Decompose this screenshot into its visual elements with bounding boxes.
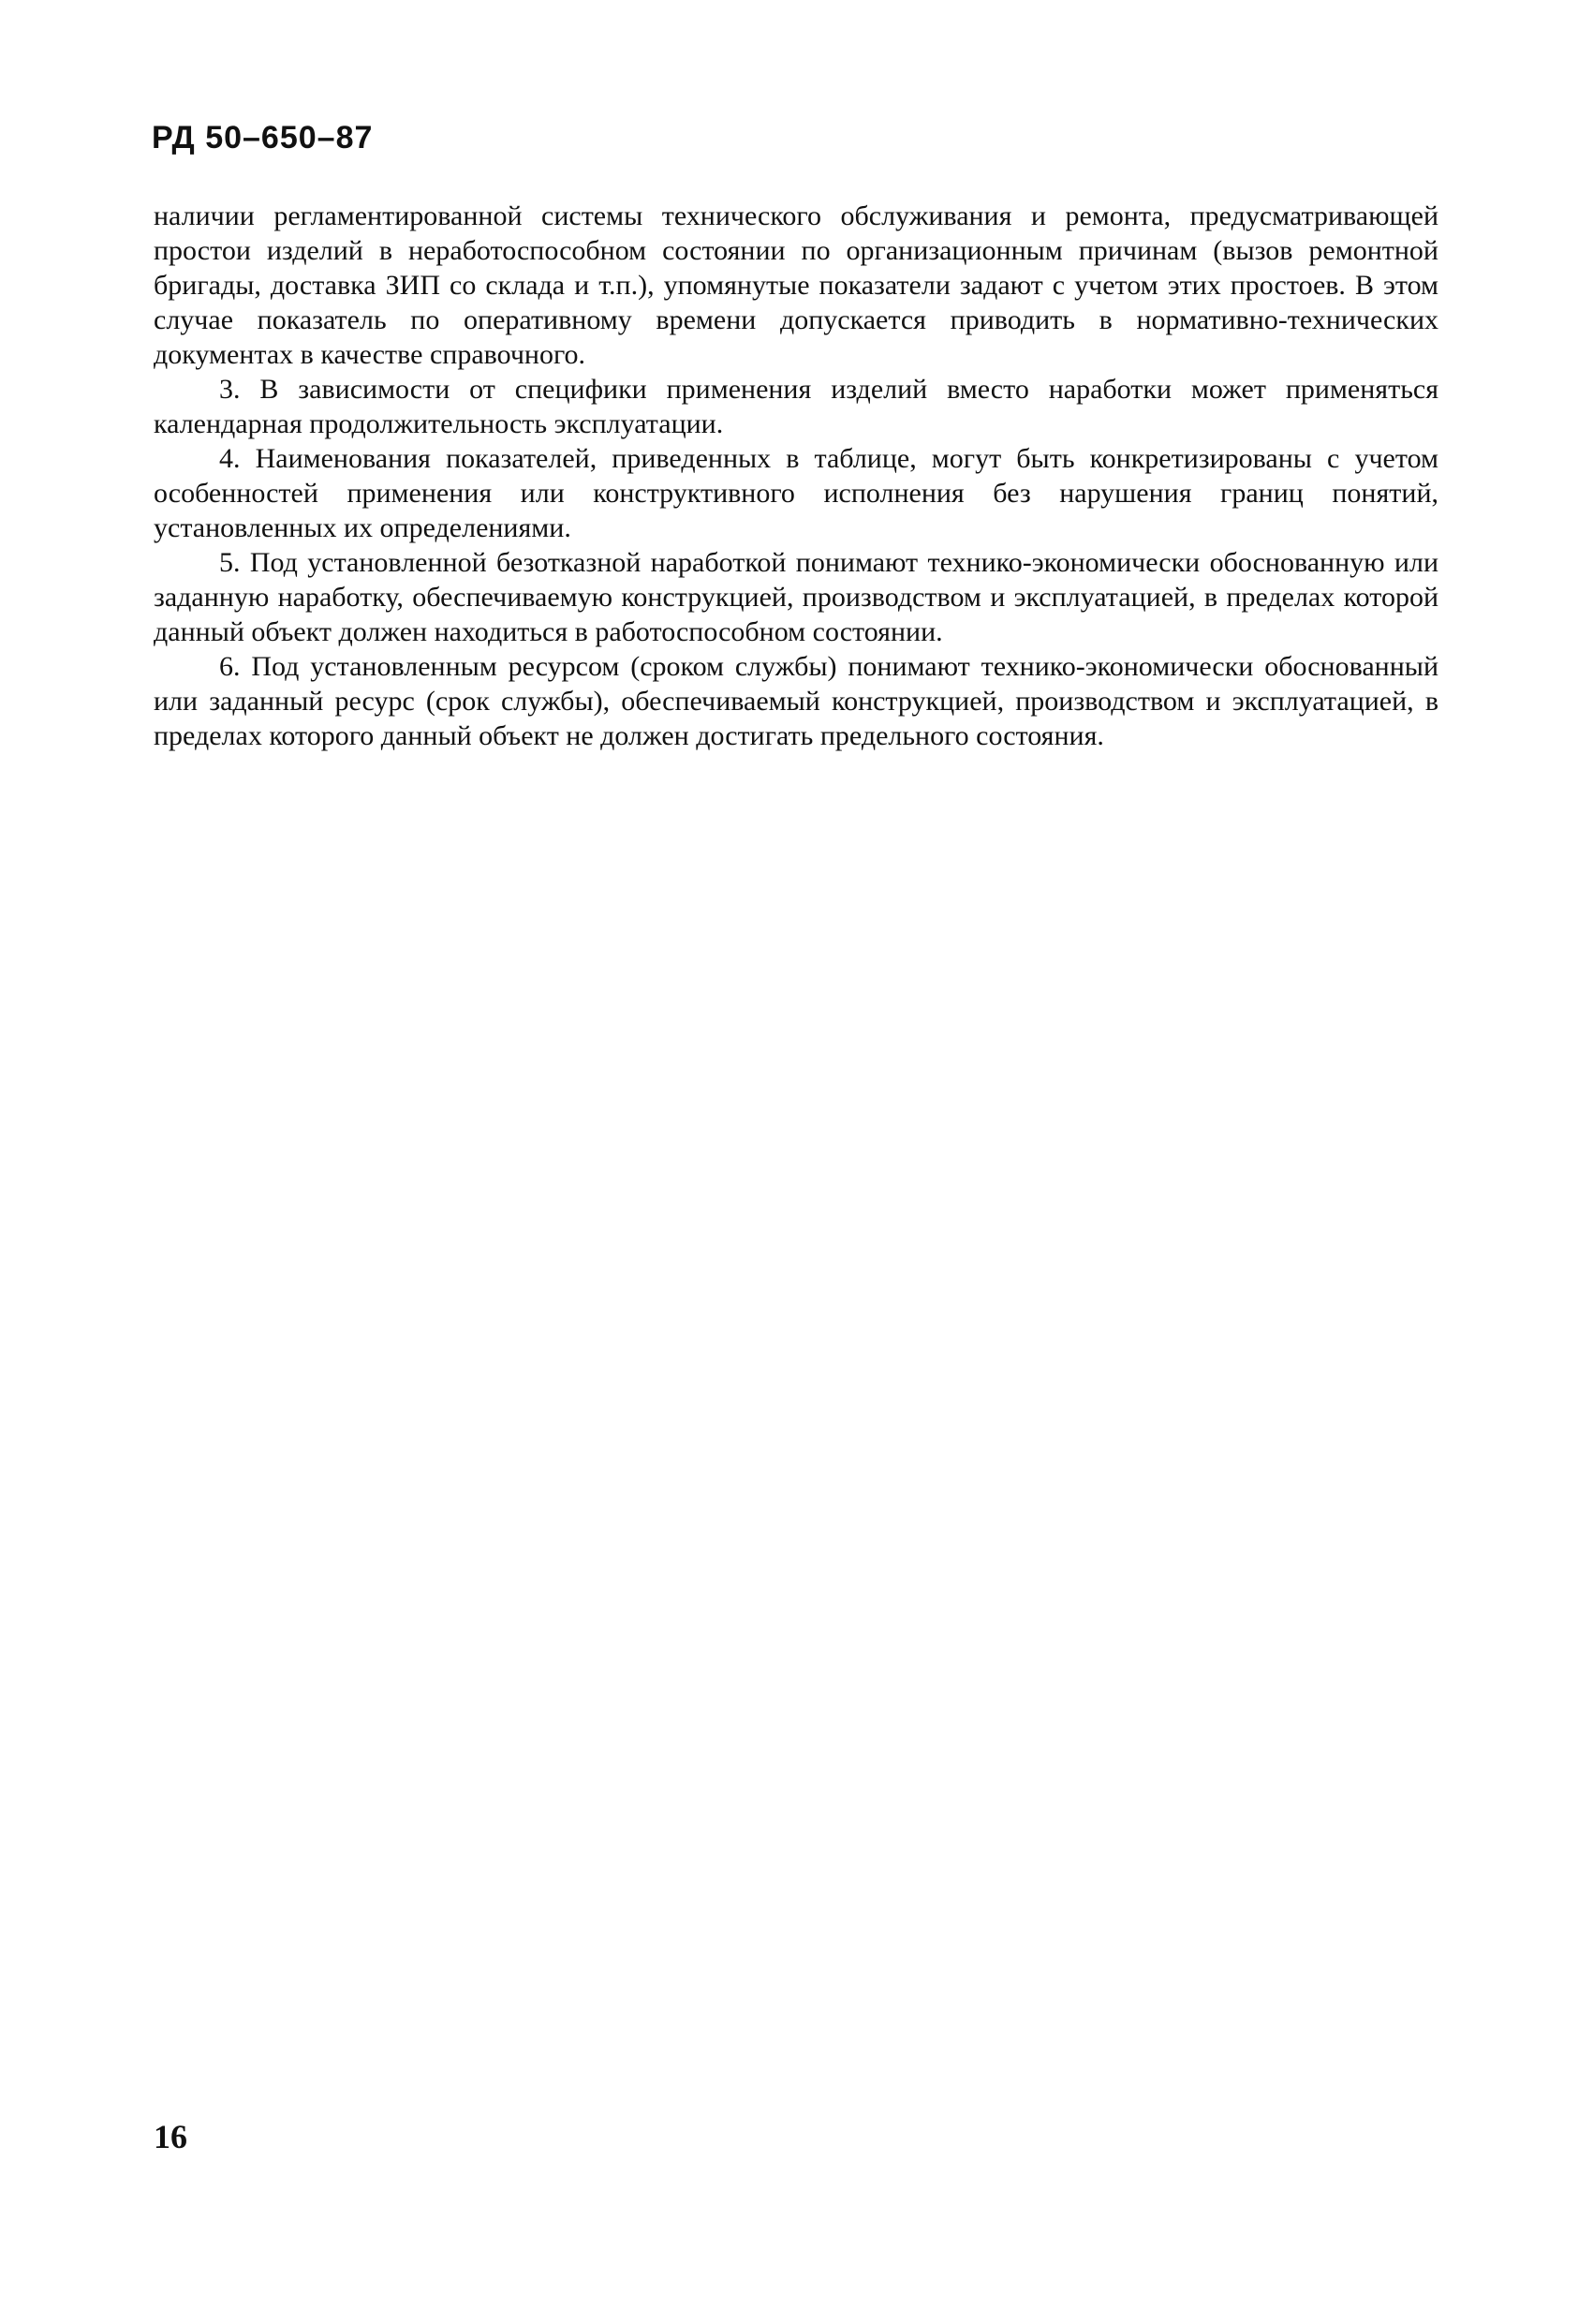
paragraph-5: 5. Под установленной безотказной наработкой понимают технико-экономически обоснованную или заданную наработку, обеспечиваемую конструкцией, производством и эксплуатацией, в пределах которой данный объект должен находиться в работоспособном состоянии. [154,547,1438,647]
paragraph-6: 6. Под установленным ресурсом (сроком службы) понимают технико-экономически обоснованный или заданный ресурс (срок службы), обеспечиваемый конструкцией, производством и эксплуатацией, в пределах которого данный объект не должен достигать предельного состояния. [154,651,1438,751]
paragraph-continuation: наличии регламентированной системы технического обслуживания и ремонта, предусматривающей простои изделий в неработоспособном состоянии по организационным причинам (вызов ремонтной бригады, доставка ЗИП со склада и т.п.), упомянутые показатели задают с учетом этих простоев. В этом случае показатель по оперативному времени допускается приводить в нормативно-технических документах в качестве справочного. [154,200,1438,370]
page-number: 16 [154,2118,187,2155]
paragraph-4: 4. Наименования показателей, приведенных в таблице, могут быть конкретизированы с учетом особенностей применения или конструктивного исполнения без нарушения границ понятий, установленных их определениями. [154,443,1438,543]
paragraph-3: 3. В зависимости от специфики применения изделий вместо наработки может применяться календарная продолжительность эксплуатации. [154,374,1438,439]
body-text [154,199,1438,753]
document-code: РД 50–650–87 [152,120,374,155]
